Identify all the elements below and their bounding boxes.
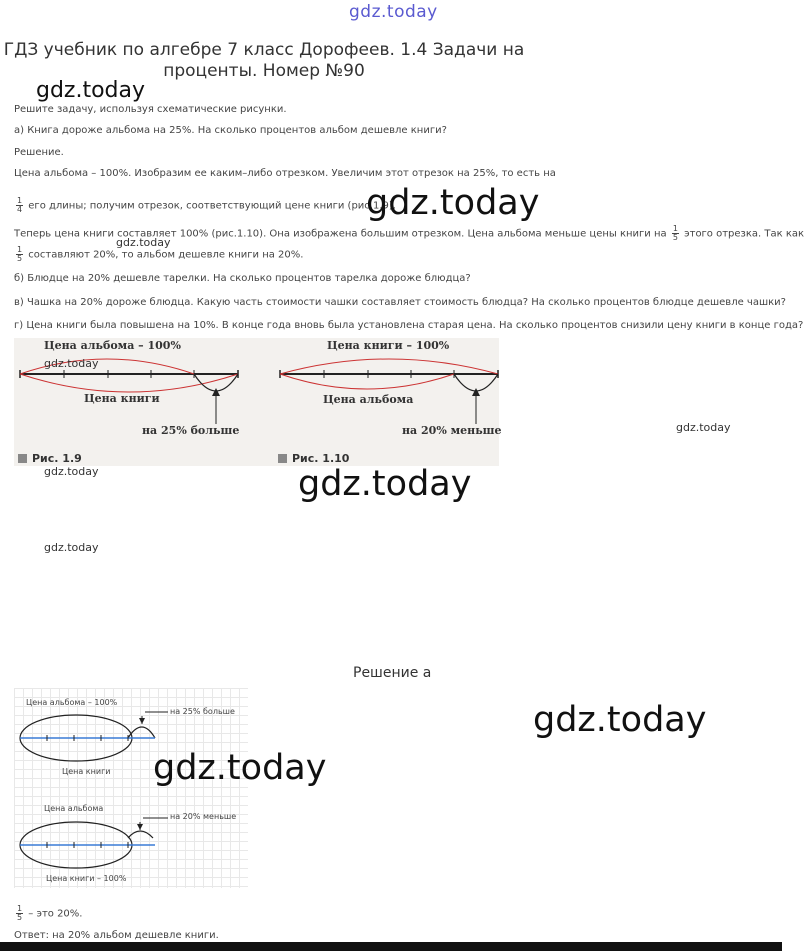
caption-marker	[278, 454, 287, 463]
solution-d1-top-label: Цена альбома – 100%	[26, 698, 118, 707]
task-a-question: а) Книга дороже альбома на 25%. На сколько процентов альбом дешевле книги?	[14, 125, 447, 136]
fig1-caption: Рис. 1.9	[18, 452, 82, 465]
solution-label: Решение.	[14, 147, 64, 158]
solution-answer: Ответ: на 20% альбом дешевле книги.	[14, 930, 219, 941]
task-b-question: б) Блюдце на 20% дешевле тарелки. На сколько процентов тарелка дороже блюдца?	[14, 273, 471, 284]
watermark: gdz.today	[298, 464, 472, 504]
solution-d2-arrow-label: на 20% меньше	[170, 812, 237, 821]
watermark: gdz.today	[44, 357, 99, 370]
watermark: gdz.today	[676, 421, 731, 434]
fig2-top-label: Цена книги – 100%	[327, 339, 450, 352]
fig1-arrow-label: на 25% больше	[142, 424, 240, 437]
solution-line-2: $\frac{1}{4}$ его длины; получим отрезок, соответствующий цене книги (рис.1.9).	[17, 196, 396, 214]
fraction-one-fifth: $\frac{1}{5}$	[17, 904, 23, 922]
watermark: gdz.today	[366, 183, 540, 223]
task-intro: Решите задачу, используя схематические рисунки.	[14, 104, 287, 115]
fig2-caption: Рис. 1.10	[278, 452, 349, 465]
task-c-question: в) Чашка на 20% дороже блюдца. Какую часть стоимости чашки составляет стоимость блюдца? На сколько процентов блюдце дешевле чашки?	[14, 297, 786, 308]
solution-line-1: Цена альбома – 100%. Изобразим ее каким–либо отрезком. Увеличим этот отрезок на 25%, то есть на	[14, 168, 556, 179]
fig2-bottom-label: Цена альбома	[323, 393, 414, 406]
solution-result: $\frac{1}{5}$ – это 20%.	[17, 904, 83, 922]
solution-title: Решение а	[353, 665, 432, 681]
watermark-top: gdz.today	[349, 2, 438, 22]
watermark: gdz.today	[44, 541, 99, 554]
fraction-one-fifth: $\frac{1}{5}$	[672, 224, 678, 242]
solution-d2-top-label: Цена альбома	[44, 804, 104, 813]
watermark: gdz.today	[44, 465, 99, 478]
task-d-question: г) Цена книги была повышена на 10%. В конце года вновь была установлена старая цена. На сколько процентов снизили цену книги в конце года?	[14, 320, 804, 331]
fraction-one-quarter: $\frac{1}{4}$	[17, 196, 23, 214]
bottom-bar	[0, 942, 782, 951]
watermark: gdz.today	[116, 236, 171, 249]
page-title: ГДЗ учебник по алгебре 7 класс Дорофеев. 1.4 Задачи на проценты. Номер №90	[3, 40, 525, 81]
solution-line-3: Теперь цена книги составляет 100% (рис.1.10). Она изображена большим отрезком. Цена альбома меньше цены книги на $\frac{1}{5}$ этого отрезка. Так как	[14, 224, 804, 242]
watermark: gdz.today	[153, 748, 327, 788]
solution-d1-arrow-label: на 25% больше	[170, 707, 235, 716]
fig2-arrow-label: на 20% меньше	[402, 424, 502, 437]
solution-d1-bottom-label: Цена книги	[62, 767, 111, 776]
solution-d2-bottom-label: Цена книги – 100%	[46, 874, 127, 883]
fig1-bottom-label: Цена книги	[84, 392, 160, 405]
caption-marker	[18, 454, 27, 463]
fraction-one-fifth: $\frac{1}{5}$	[17, 245, 23, 263]
watermark: gdz.today	[533, 700, 707, 740]
solution-line-4: $\frac{1}{5}$ составляют 20%, то альбом дешевле книги на 20%.	[17, 245, 304, 263]
fig1-top-label: Цена альбома – 100%	[44, 339, 181, 352]
watermark: gdz.today	[36, 78, 146, 103]
solution-diagrams	[14, 688, 248, 888]
